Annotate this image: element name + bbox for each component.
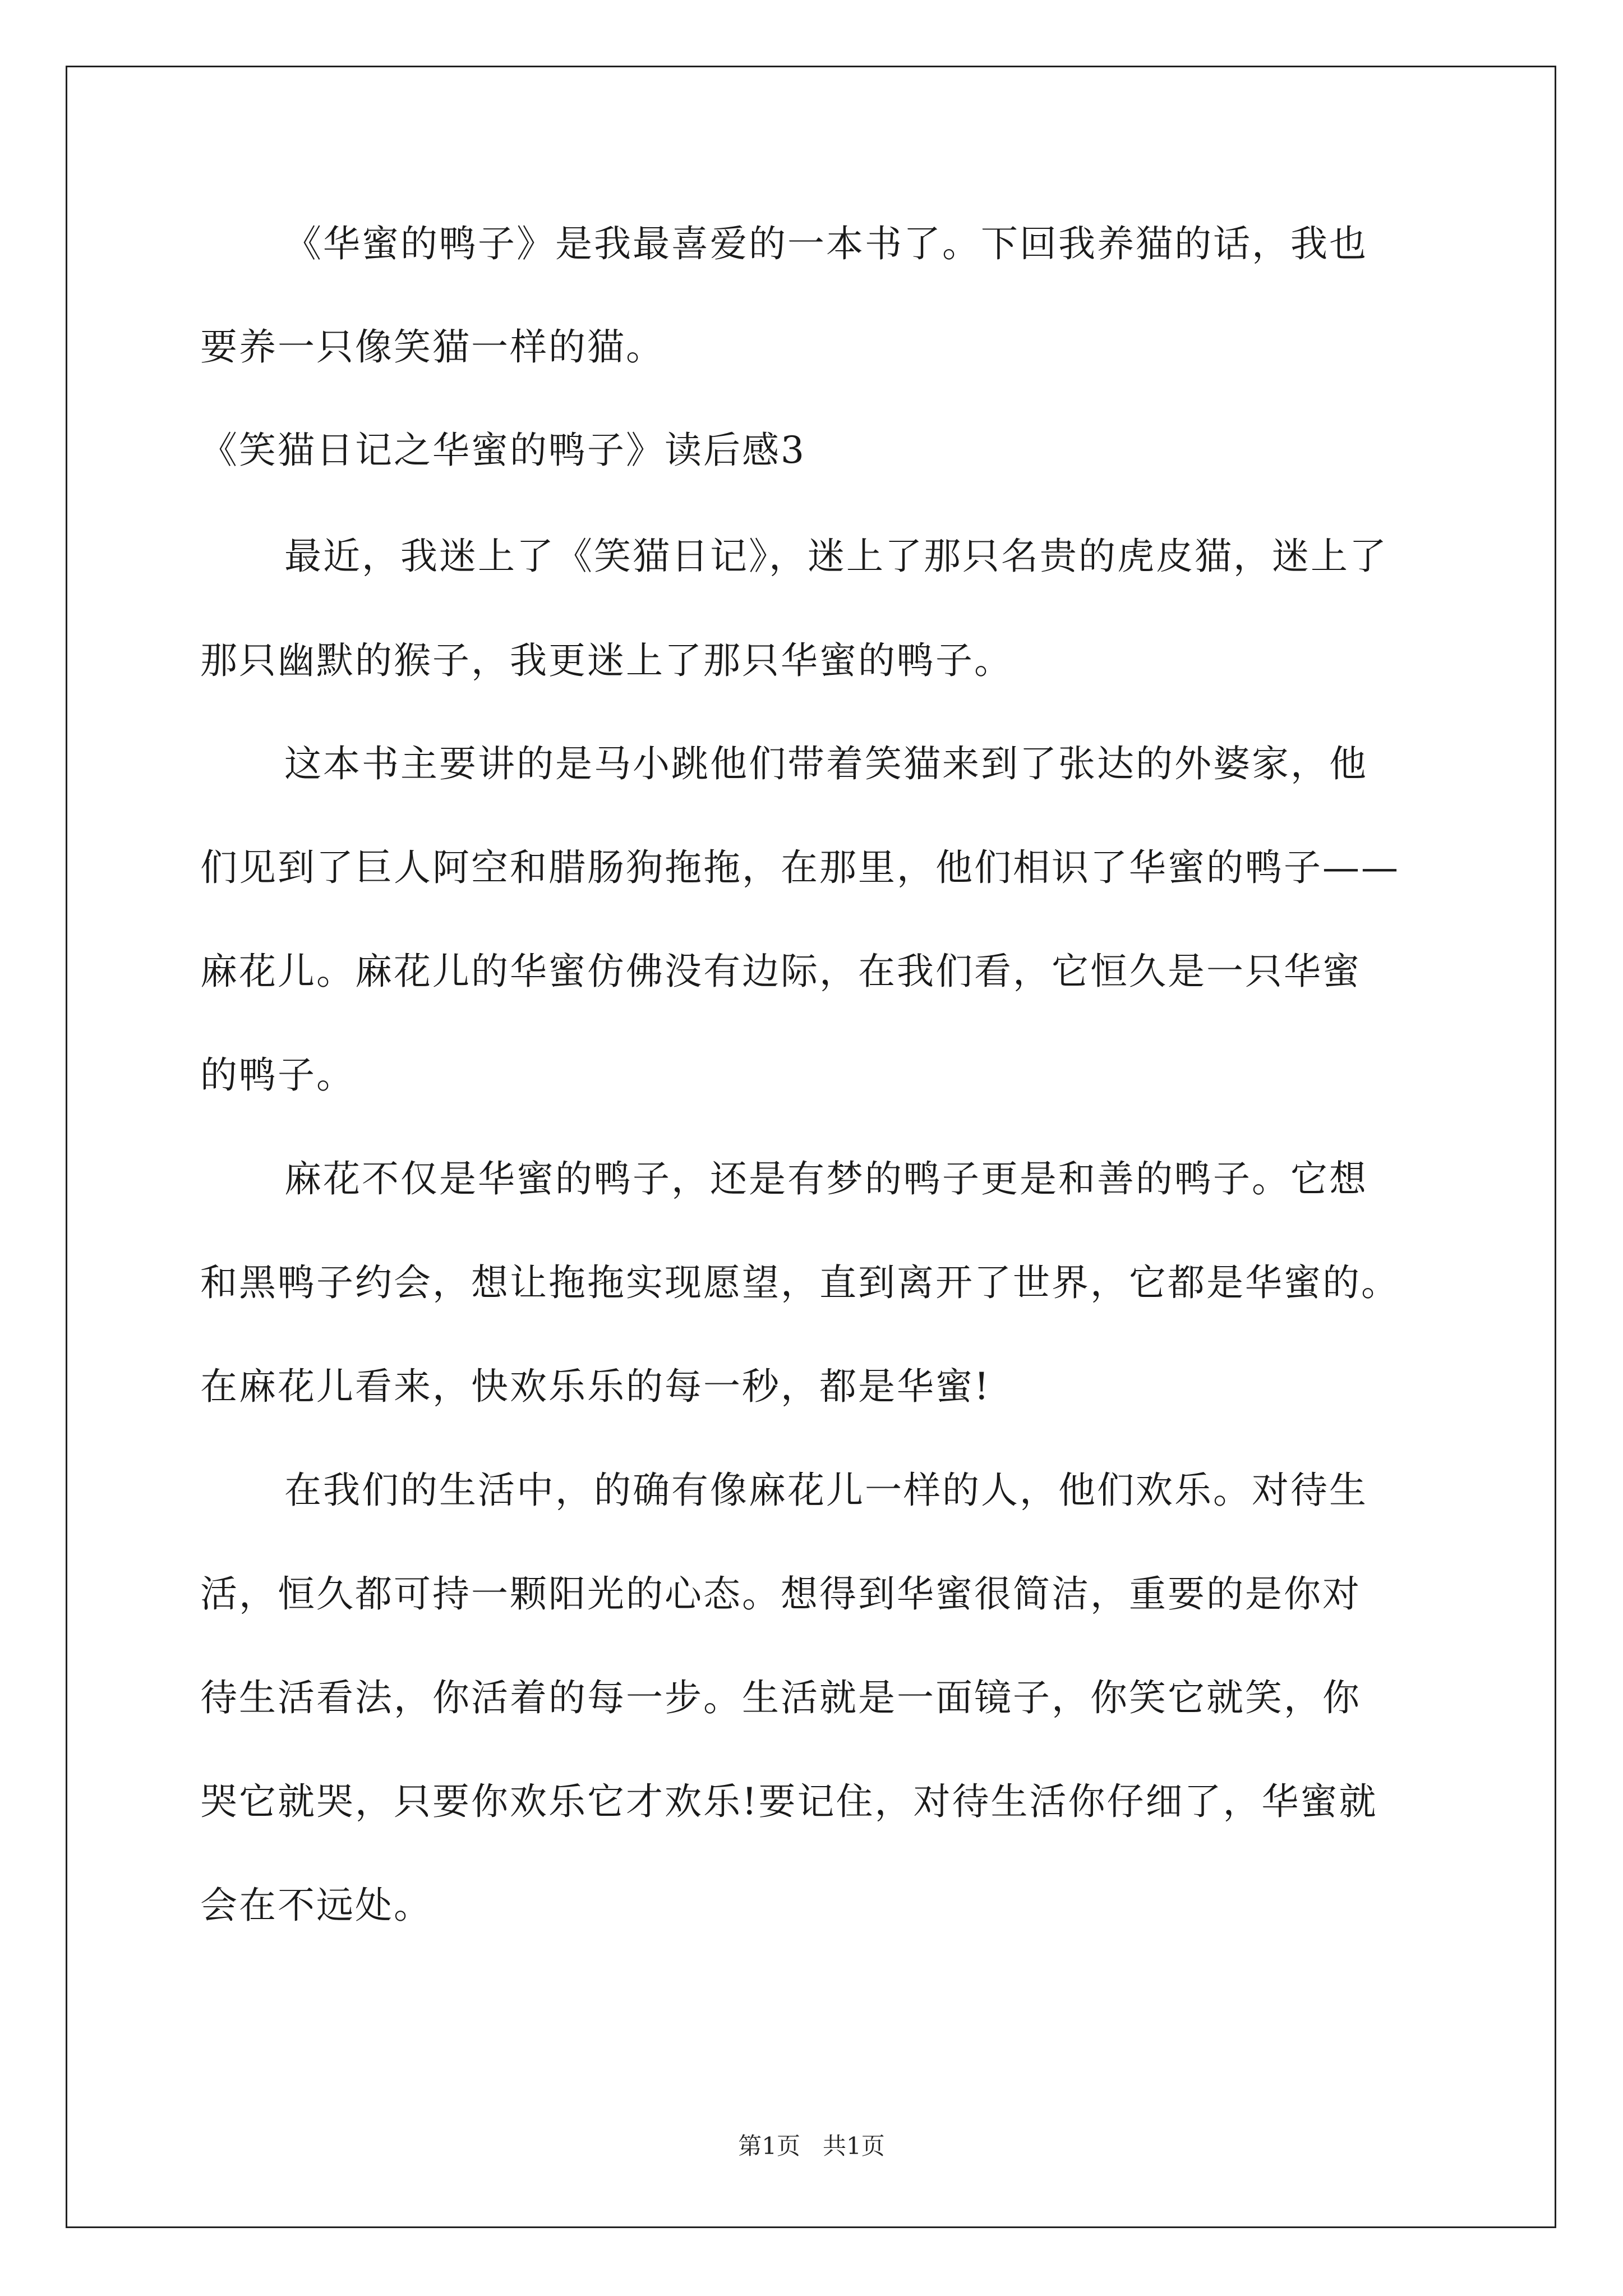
paragraph-line: 们见到了巨人阿空和腊肠狗拖拖，在那里，他们相识了华蜜的鸭子—— <box>200 846 1400 889</box>
paragraph-line: 那只幽默的猴子，我更迷上了那只华蜜的鸭子。 <box>200 639 1013 682</box>
paragraph-line: 最近，我迷上了《笑猫日记》，迷上了那只名贵的虎皮猫，迷上了 <box>284 535 1388 578</box>
paragraph-line: 活，恒久都可持一颗阳光的心态。想得到华蜜很简洁，重要的是你对 <box>200 1572 1361 1616</box>
paragraph-line: 和黑鸭子约会，想让拖拖实现愿望，直到离开了世界，它都是华蜜的。 <box>200 1261 1400 1304</box>
paragraph-line: 的鸭子。 <box>200 1053 355 1097</box>
paragraph-line: 在麻花儿看来，快欢乐乐的每一秒，都是华蜜! <box>200 1365 991 1408</box>
paragraph-line: 在我们的生活中，的确有像麻花儿一样的人，他们欢乐。对待生 <box>284 1469 1368 1512</box>
paragraph-line: 麻花不仅是华蜜的鸭子，还是有梦的鸭子更是和善的鸭子。它想 <box>284 1157 1368 1200</box>
paragraph-line: 会在不远处。 <box>200 1884 432 1927</box>
page-number-footer: 第1页 共1页 <box>738 2132 885 2160</box>
paragraph-line: 这本书主要讲的是马小跳他们带着笑猫来到了张达的外婆家，他 <box>284 742 1368 785</box>
paragraph-line: 哭它就哭，只要你欢乐它才欢乐!要记住，对待生活你仔细了，华蜜就 <box>200 1780 1378 1823</box>
paragraph-line: 要养一只像笑猫一样的猫。 <box>200 325 665 369</box>
paragraph-line: 《华蜜的鸭子》是我最喜爱的一本书了。下回我养猫的话，我也 <box>284 222 1368 265</box>
section-heading: 《笑猫日记之华蜜的鸭子》读后感3 <box>200 429 806 472</box>
paragraph-line: 待生活看法，你活着的每一步。生活就是一面镜子，你笑它就笑，你 <box>200 1676 1361 1719</box>
paragraph-line: 麻花儿。麻花儿的华蜜仿佛没有边际，在我们看，它恒久是一只华蜜 <box>200 950 1361 993</box>
